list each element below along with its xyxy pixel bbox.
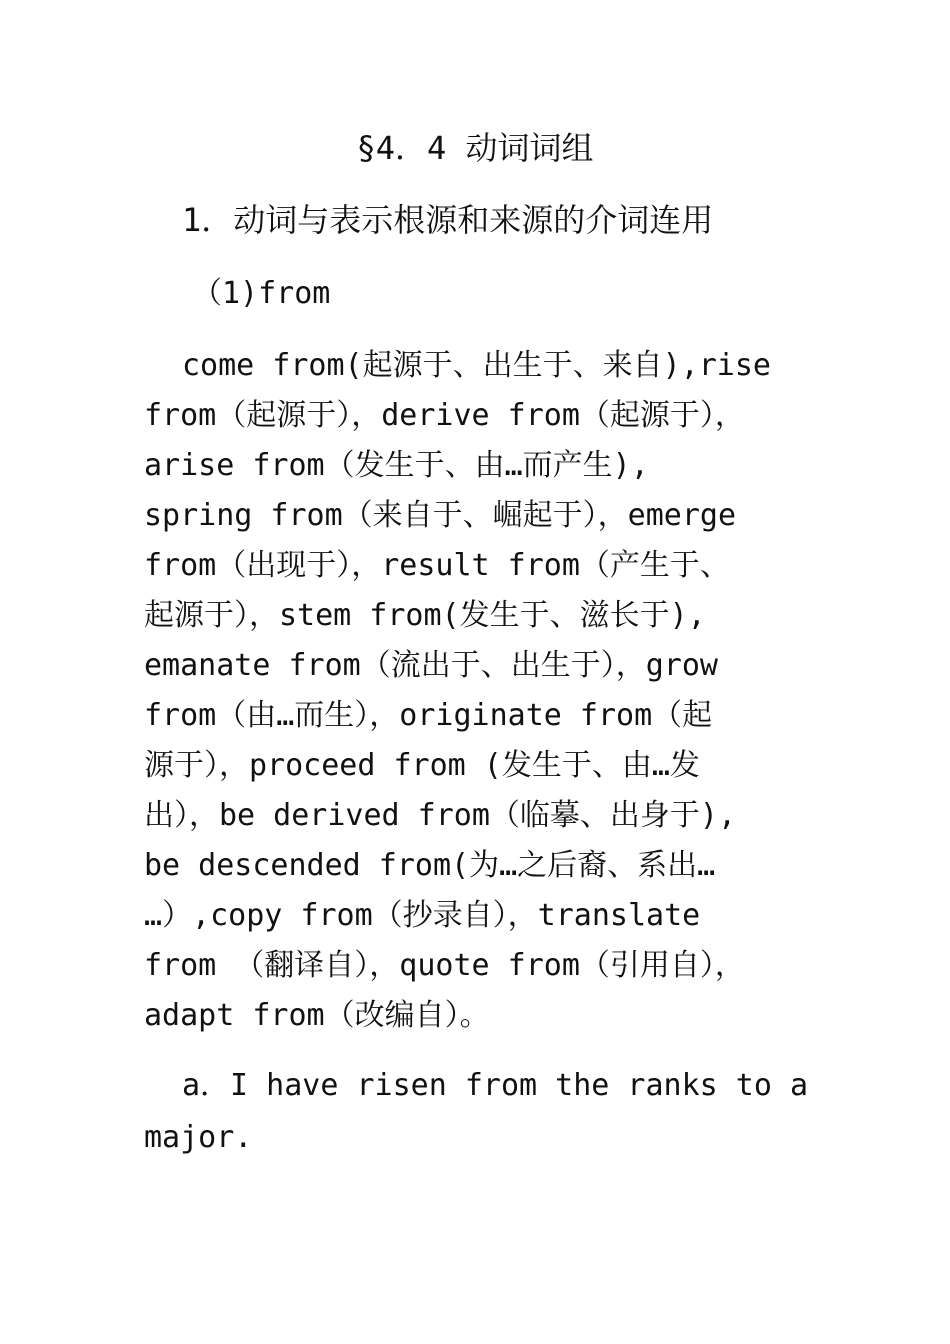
paragraph-line: 源于），proceed from (发生于、由…发	[144, 748, 700, 783]
section-title: §4．4 动词词组	[356, 129, 594, 167]
paragraph-line: 起源于），stem from(发生于、滋长于),	[144, 598, 706, 633]
paragraph-line: from （翻译自），quote from（引用自），	[144, 948, 745, 983]
subheading-from: （1)from	[192, 276, 331, 311]
paragraph-line: come from(起源于、出生于、来自),rise	[182, 348, 771, 383]
paragraph-line: from（出现于），result from（产生于、	[144, 548, 730, 583]
paragraph-line: …）,copy from（抄录自），translate	[144, 898, 701, 933]
paragraph-line: from（由…而生），originate from（起	[144, 698, 713, 733]
paragraph-line: adapt from（改编自）。	[144, 998, 490, 1033]
paragraph-line: arise from（发生于、由…而产生),	[144, 448, 649, 483]
paragraph-line: emanate from（流出于、出生于），grow	[144, 648, 718, 683]
heading-verb-preposition: 1．动词与表示根源和来源的介词连用	[182, 201, 714, 239]
paragraph-line: spring from（来自于、崛起于），emerge	[144, 498, 737, 533]
paragraph-line: be descended from(为…之后裔、系出…	[144, 848, 716, 883]
example-line: a．I have risen from the ranks to a	[182, 1068, 809, 1103]
paragraph-line: 出），be derived from（临摹、出身于),	[144, 798, 737, 833]
paragraph-line: from（起源于），derive from（起源于），	[144, 398, 745, 433]
example-line: major.	[144, 1120, 253, 1155]
